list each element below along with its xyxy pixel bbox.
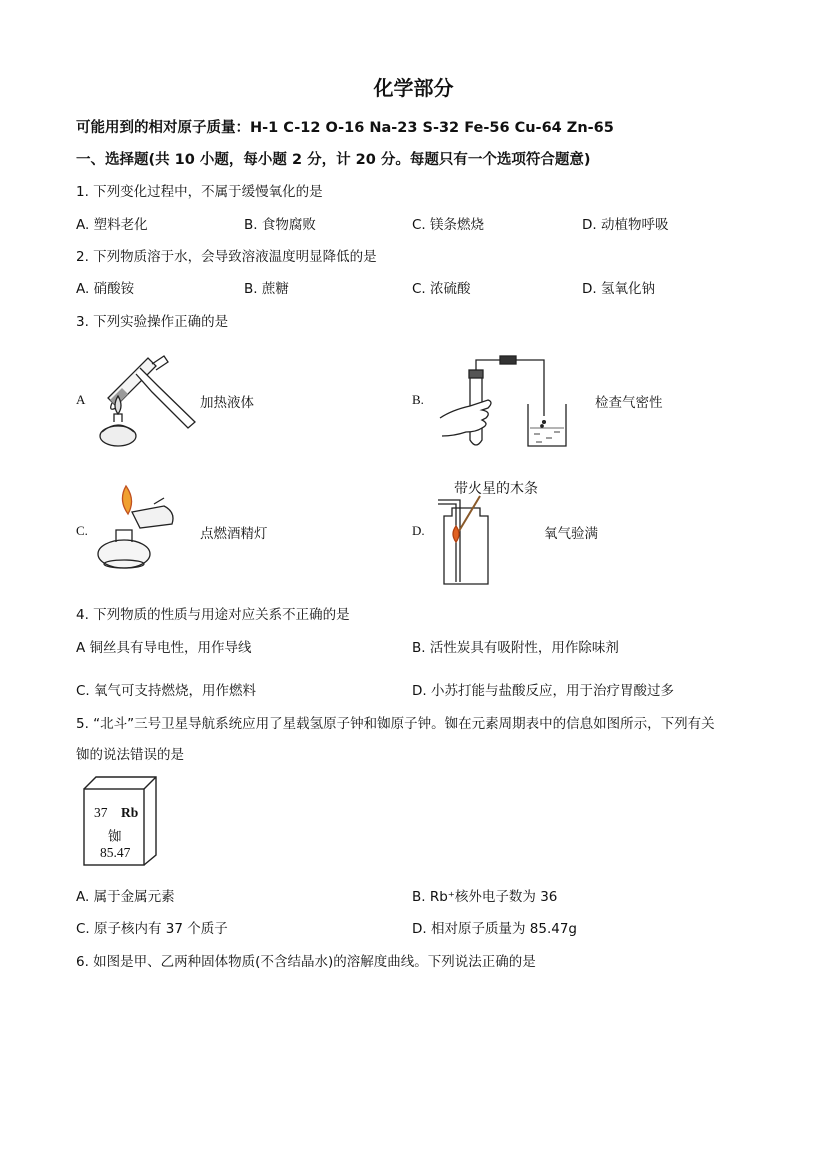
glowing-splint-caption: 带火星的木条 [454,481,538,497]
heating-liquid-diagram [90,348,200,453]
q3-option-b-letter: B. [412,392,424,407]
oxygen-full-test-diagram [430,494,496,586]
page-title: 化学部分 [373,76,454,100]
question-4-stem: 4. 下列物质的性质与用途对应关系不正确的是 [76,607,350,623]
airtightness-check-diagram [436,350,576,455]
q1-option-b: B. 食物腐败 [244,217,316,233]
lighting-alcohol-lamp-diagram [94,484,184,576]
q2-option-a: A. 硝酸铵 [76,281,135,297]
q5-option-a: A. 属于金属元素 [76,889,175,905]
q3-option-d-text: 氧气验满 [544,526,598,542]
q4-option-d: D. 小苏打能与盐酸反应，用于治疗胃酸过多 [412,683,674,699]
atomic-masses-line: 可能用到的相对原子质量：H-1 C-12 O-16 Na-23 S-32 Fe-56 Cu-64 Zn-65 [76,120,614,136]
element-name: 铷 [108,829,122,845]
q3-option-a-text: 加热液体 [200,395,254,411]
q1-option-d: D. 动植物呼吸 [582,217,669,233]
q5-option-c: C. 原子核内有 37 个质子 [76,921,228,937]
question-5-stem-line2: 铷的说法错误的是 [76,747,184,763]
q3-option-b-text: 检查气密性 [595,395,663,411]
question-3-stem: 3. 下列实验操作正确的是 [76,314,229,330]
section-heading: 一、选择题(共 10 小题，每小题 2 分，计 20 分。每题只有一个选项符合题意) [76,152,591,168]
q2-option-d: D. 氢氧化钠 [582,281,655,297]
q4-option-c: C. 氧气可支持燃烧，用作燃料 [76,683,257,699]
question-1-stem: 1. 下列变化过程中，不属于缓慢氧化的是 [76,184,323,200]
q3-option-a-letter: A [76,392,86,407]
element-symbol: Rb [121,805,139,820]
q4-option-a: A 铜丝具有导电性，用作导线 [76,640,252,656]
element-atomic-mass: 85.47 [100,845,131,860]
q1-option-c: C. 镁条燃烧 [412,217,485,233]
q3-option-c-letter: C. [76,523,88,538]
q2-option-c: C. 浓硫酸 [412,281,471,297]
question-2-stem: 2. 下列物质溶于水，会导致溶液温度明显降低的是 [76,249,377,265]
q5-option-d: D. 相对原子质量为 85.47g [412,921,577,937]
q3-option-c-text: 点燃酒精灯 [200,526,268,542]
q1-option-a: A. 塑料老化 [76,217,148,233]
q4-option-b: B. 活性炭具有吸附性，用作除味剂 [412,640,619,656]
q3-option-d-letter: D. [412,523,425,538]
question-6-stem: 6. 如图是甲、乙两种固体物质(不含结晶水)的溶解度曲线。下列说法正确的是 [76,954,536,970]
element-atomic-number: 37 [94,805,108,820]
q5-option-b: B. Rb⁺核外电子数为 36 [412,889,558,905]
question-5-stem-line1: 5. “北斗”三号卫星导航系统应用了星载氢原子钟和铷原子钟。铷在元素周期表中的信息如图所示，下列有关 [76,716,715,732]
q2-option-b: B. 蔗糖 [244,281,289,297]
